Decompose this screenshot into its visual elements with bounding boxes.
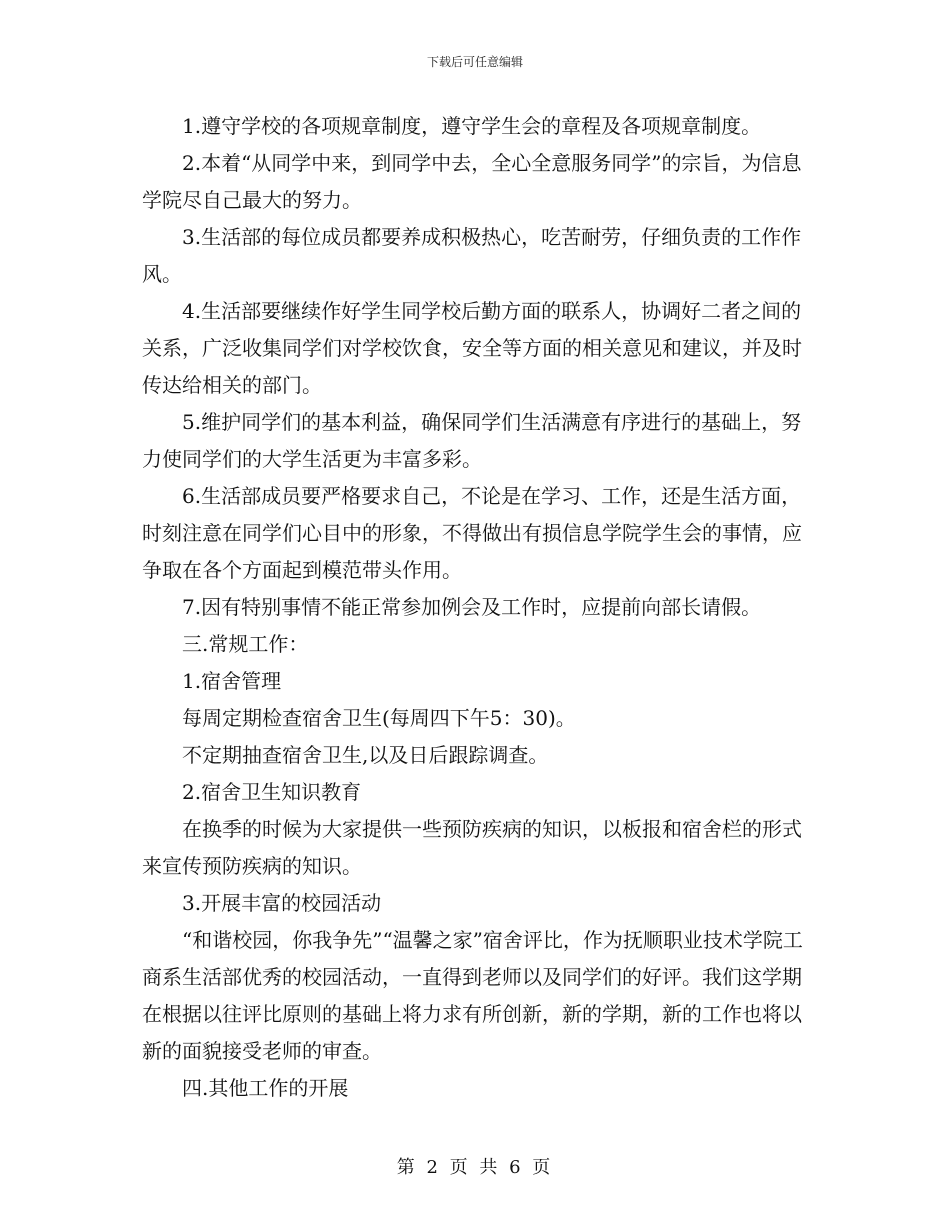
subheading-hygiene-education: 2.宿舍卫生知识教育 bbox=[182, 780, 362, 804]
subheading-dorm-management: 1.宿舍管理 bbox=[182, 669, 282, 693]
paragraph-weekly-check: 每周定期检查宿舍卫生(每周四下午5：30)。 bbox=[182, 706, 576, 730]
paragraph-dorm-contest: “和谐校园，你我争先”“温馨之家”宿舍评比，作为抚顺职业技术学院工商系生活部优秀的校园活动，一直得到老师以及同学们的好评。我们这学期在根据以往评比原则的基础上将力求有所创新，新的学期，新的工作也将以新的面貌接受老师的审查。 bbox=[142, 928, 803, 1063]
section-heading-other-work: 四.其他工作的开展 bbox=[182, 1076, 349, 1100]
section-heading-routine: 三.常规工作： bbox=[182, 632, 309, 656]
page-header: 下载后可任意编辑 bbox=[426, 55, 523, 69]
paragraph-rule-2: 2.本着“从同学中来，到同学中去，全心全意服务同学”的宗旨，为信息学院尽自己最大的努力。 bbox=[142, 151, 802, 212]
paragraph-rule-1: 1.遵守学校的各项规章制度，遵守学生会的章程及各项规章制度。 bbox=[182, 114, 762, 138]
paragraph-seasonal-knowledge: 在换季的时候为大家提供一些预防疾病的知识，以板报和宿舍栏的形式来宣传预防疾病的知识。 bbox=[142, 817, 802, 878]
paragraph-rule-7: 7.因有特别事情不能正常参加例会及工作时，应提前向部长请假。 bbox=[182, 595, 762, 619]
paragraph-rule-4: 4.生活部要继续作好学生同学校后勤方面的联系人，协调好二者之间的关系，广泛收集同学们对学校饮食，安全等方面的相关意见和建议，并及时传达给相关的部门。 bbox=[142, 299, 802, 397]
paragraph-random-check: 不定期抽查宿舍卫生,以及日后跟踪调查。 bbox=[182, 743, 549, 767]
paragraph-rule-6: 6.生活部成员要严格要求自己，不论是在学习、工作，还是生活方面，时刻注意在同学们心目中的形象，不得做出有损信息学院学生会的事情，应争取在各个方面起到模范带头作用。 bbox=[142, 484, 802, 582]
document-body bbox=[142, 108, 810, 1107]
paragraph-rule-5: 5.维护同学们的基本利益，确保同学们生活满意有序进行的基础上，努力使同学们的大学生活更为丰富多彩。 bbox=[142, 410, 802, 471]
page-footer: 第 2 页 共 6 页 bbox=[396, 1157, 554, 1178]
subheading-campus-activities: 3.开展丰富的校园活动 bbox=[182, 891, 382, 915]
paragraph-rule-3: 3.生活部的每位成员都要养成积极热心，吃苦耐劳，仔细负责的工作作风。 bbox=[142, 225, 802, 286]
